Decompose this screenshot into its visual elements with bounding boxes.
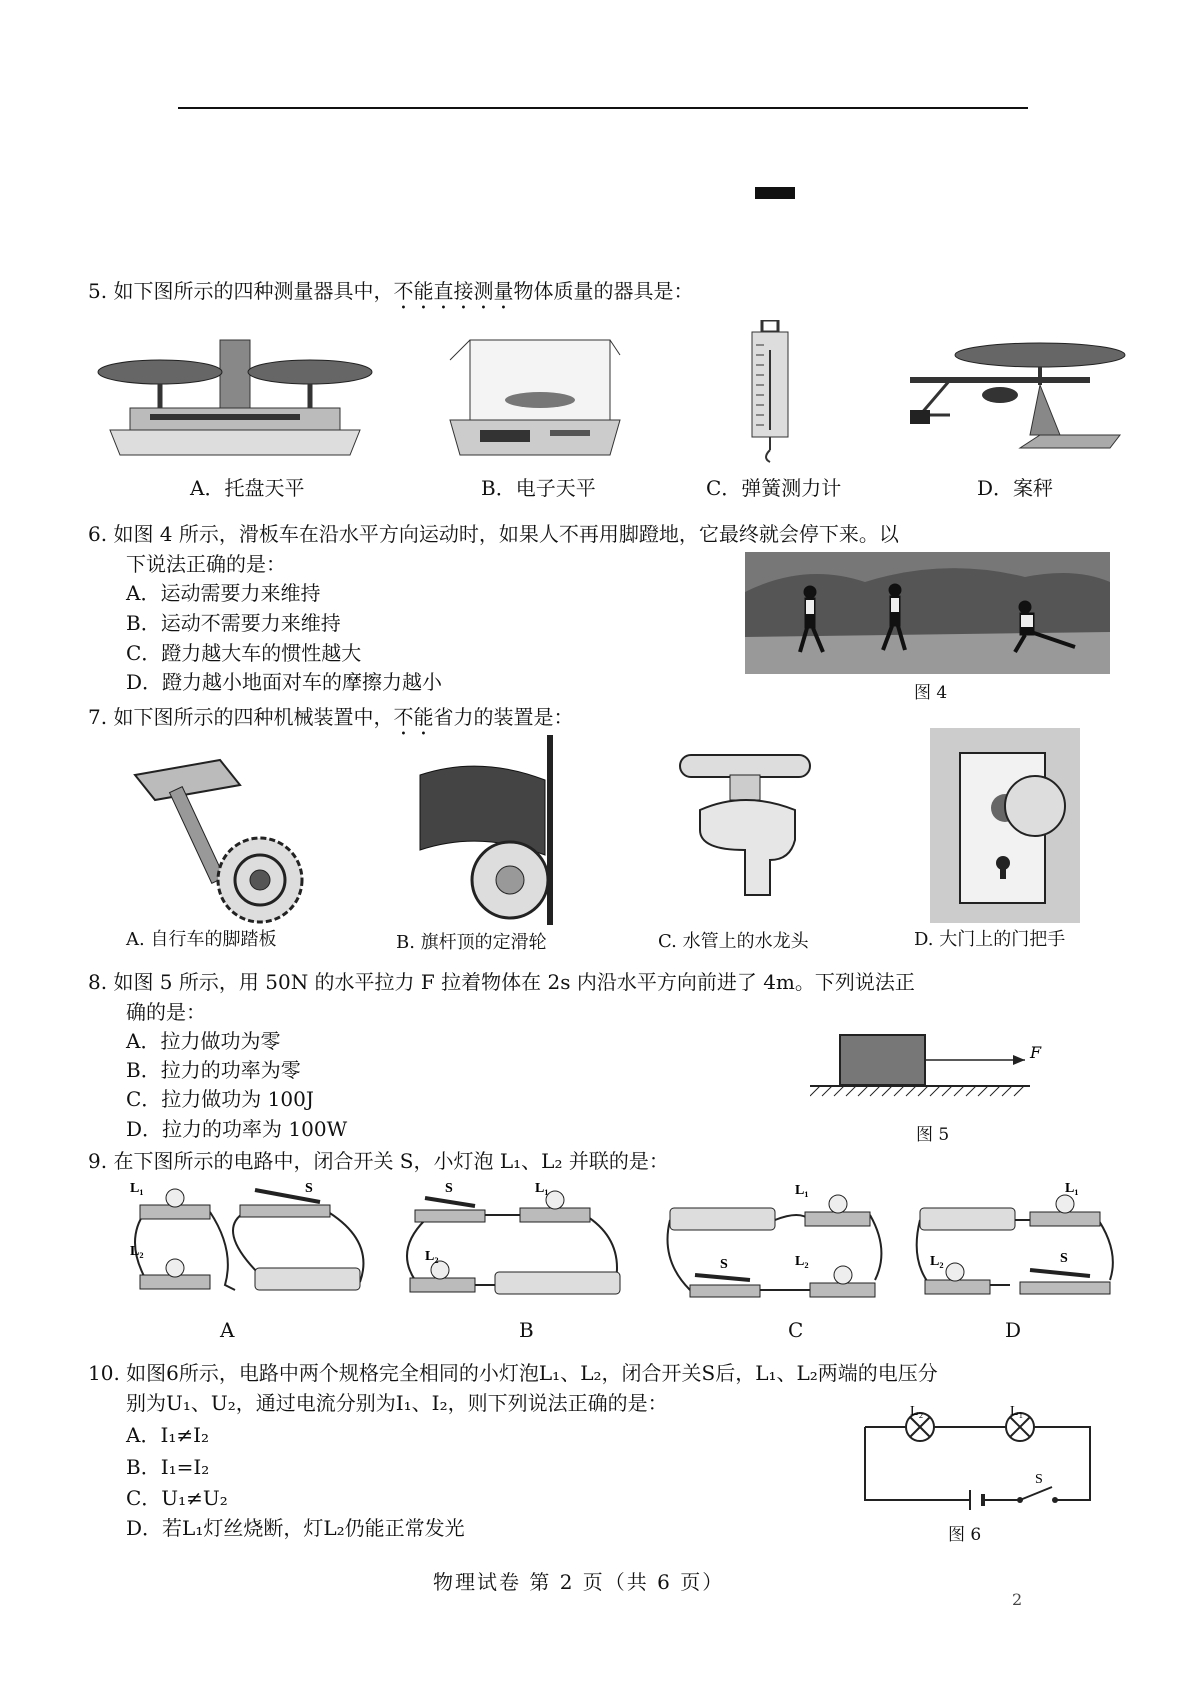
question-10 [88, 1358, 938, 1388]
question-9 [88, 1146, 669, 1176]
option-b: B. 旗杆顶的定滑轮 [396, 932, 547, 953]
circuit-c-figure [660, 1180, 890, 1310]
circuit-b-figure [395, 1180, 635, 1310]
question-8 [88, 967, 915, 997]
tray-balance-figure [90, 330, 380, 460]
l2-label: L₂ [425, 1249, 439, 1264]
question-text: 如下图所示的四种测量器具中， [113, 279, 394, 303]
option-d: D．蹬力越小地面对车的摩擦力越小 [126, 670, 443, 694]
force-block-figure [810, 1030, 1070, 1100]
circuit-diagram-figure [860, 1405, 1100, 1515]
option-c: C．U₁≠U₂ [126, 1486, 228, 1510]
header-rule [178, 107, 1028, 109]
option-c: C [788, 1318, 804, 1342]
question-number: 6. [88, 522, 108, 546]
figure-caption: 图 4 [914, 683, 948, 703]
l2-label: L₂ [130, 1244, 144, 1259]
option-b: B．I₁=I₂ [126, 1455, 210, 1479]
figure-caption: 图 5 [916, 1125, 950, 1145]
option-c: C．拉力做功为 100J [126, 1087, 314, 1111]
option-b: B．运动不需要力来维持 [126, 611, 341, 635]
option-d: D．拉力的功率为 100W [126, 1117, 348, 1141]
l1-label: L₁ [1010, 1405, 1024, 1419]
switch-label: S [1035, 1472, 1043, 1487]
switch-label: S [445, 1181, 453, 1196]
option-a: A．I₁≠I₂ [126, 1423, 210, 1447]
page-corner-number: 2 [1012, 1590, 1023, 1609]
bicycle-pedal-figure [130, 745, 340, 925]
question-number: 7. [88, 705, 108, 729]
option-a: A [220, 1318, 235, 1342]
option-c: C．弹簧测力计 [706, 476, 842, 500]
question-text: 物体质量的器具是： [513, 279, 694, 303]
l2-label: L₂ [795, 1254, 809, 1269]
option-a: A．托盘天平 [190, 476, 305, 500]
question-6-line2: 下说法正确的是： [126, 552, 286, 576]
platform-scale-figure [890, 340, 1130, 450]
question-number: 5. [88, 279, 108, 303]
option-d: D．案秤 [977, 476, 1054, 500]
l1-label: L₁ [795, 1183, 809, 1198]
switch-label: S [1060, 1251, 1068, 1266]
page-footer: 物理试卷 第 2 页（共 6 页） [433, 1570, 725, 1594]
option-a: A．拉力做功为零 [126, 1029, 281, 1053]
question-text: 如图 4 所示，滑板车在沿水平方向运动时，如果人不再用脚蹬地，它最终就会停下来。以 [113, 522, 899, 546]
option-d: D．若L₁灯丝烧断，灯L₂仍能正常发光 [126, 1516, 465, 1540]
l1-label: L₁ [1065, 1181, 1079, 1196]
redaction-mark [755, 187, 795, 199]
question-text: 省力的装置是： [433, 705, 574, 729]
question-number: 9. [88, 1149, 108, 1173]
scooter-photo [745, 552, 1110, 674]
emphasized-text: 不能直接测量 [393, 279, 514, 303]
option-b: B．电子天平 [481, 476, 596, 500]
question-text: 如下图所示的四种机械装置中， [113, 705, 394, 729]
question-8-line2: 确的是： [126, 1000, 206, 1024]
question-10-line2: 别为U₁、U₂，通过电流分别为I₁、I₂，则下列说法正确的是： [126, 1391, 668, 1415]
option-b: B [519, 1318, 534, 1342]
question-number: 10. [88, 1361, 120, 1385]
door-knob-figure [930, 728, 1080, 923]
electronic-balance-figure [440, 330, 630, 460]
option-a: A．运动需要力来维持 [126, 581, 321, 605]
spring-scale-figure [740, 320, 800, 465]
option-d: D. 大门上的门把手 [914, 929, 1066, 950]
figure-caption: 图 6 [948, 1525, 982, 1545]
switch-label: S [720, 1257, 728, 1272]
question-text: 如图 5 所示，用 50N 的水平拉力 F 拉着物体在 2s 内沿水平方向前进了 4m。下列说法正 [113, 970, 915, 994]
question-number: 8. [88, 970, 108, 994]
question-6 [88, 519, 899, 549]
emphasized-text: 不能 [393, 705, 434, 729]
circuit-a-figure [125, 1180, 375, 1310]
faucet-figure [660, 750, 830, 900]
l2-label: L₂ [910, 1405, 924, 1419]
option-b: B．拉力的功率为零 [126, 1058, 301, 1082]
question-text: 如图6所示，电路中两个规格完全相同的小灯泡L₁、L₂，闭合开关S后，L₁、L₂两端的电压分 [126, 1361, 938, 1385]
l1-label: L₁ [535, 1181, 549, 1196]
question-text: 在下图所示的电路中，闭合开关 S，小灯泡 L₁、L₂ 并联的是： [113, 1149, 669, 1173]
switch-label: S [305, 1181, 313, 1196]
flagpole-pulley-figure [410, 735, 580, 925]
question-5 [88, 276, 693, 314]
circuit-d-figure [910, 1180, 1120, 1310]
option-c: C．蹬力越大车的惯性越大 [126, 641, 362, 665]
option-c: C. 水管上的水龙头 [658, 931, 809, 952]
l1-label: L₁ [130, 1181, 144, 1196]
l2-label: L₂ [930, 1254, 944, 1269]
option-d: D [1005, 1318, 1022, 1342]
force-label: F [1030, 1043, 1042, 1062]
option-a: A. 自行车的脚踏板 [126, 929, 277, 950]
